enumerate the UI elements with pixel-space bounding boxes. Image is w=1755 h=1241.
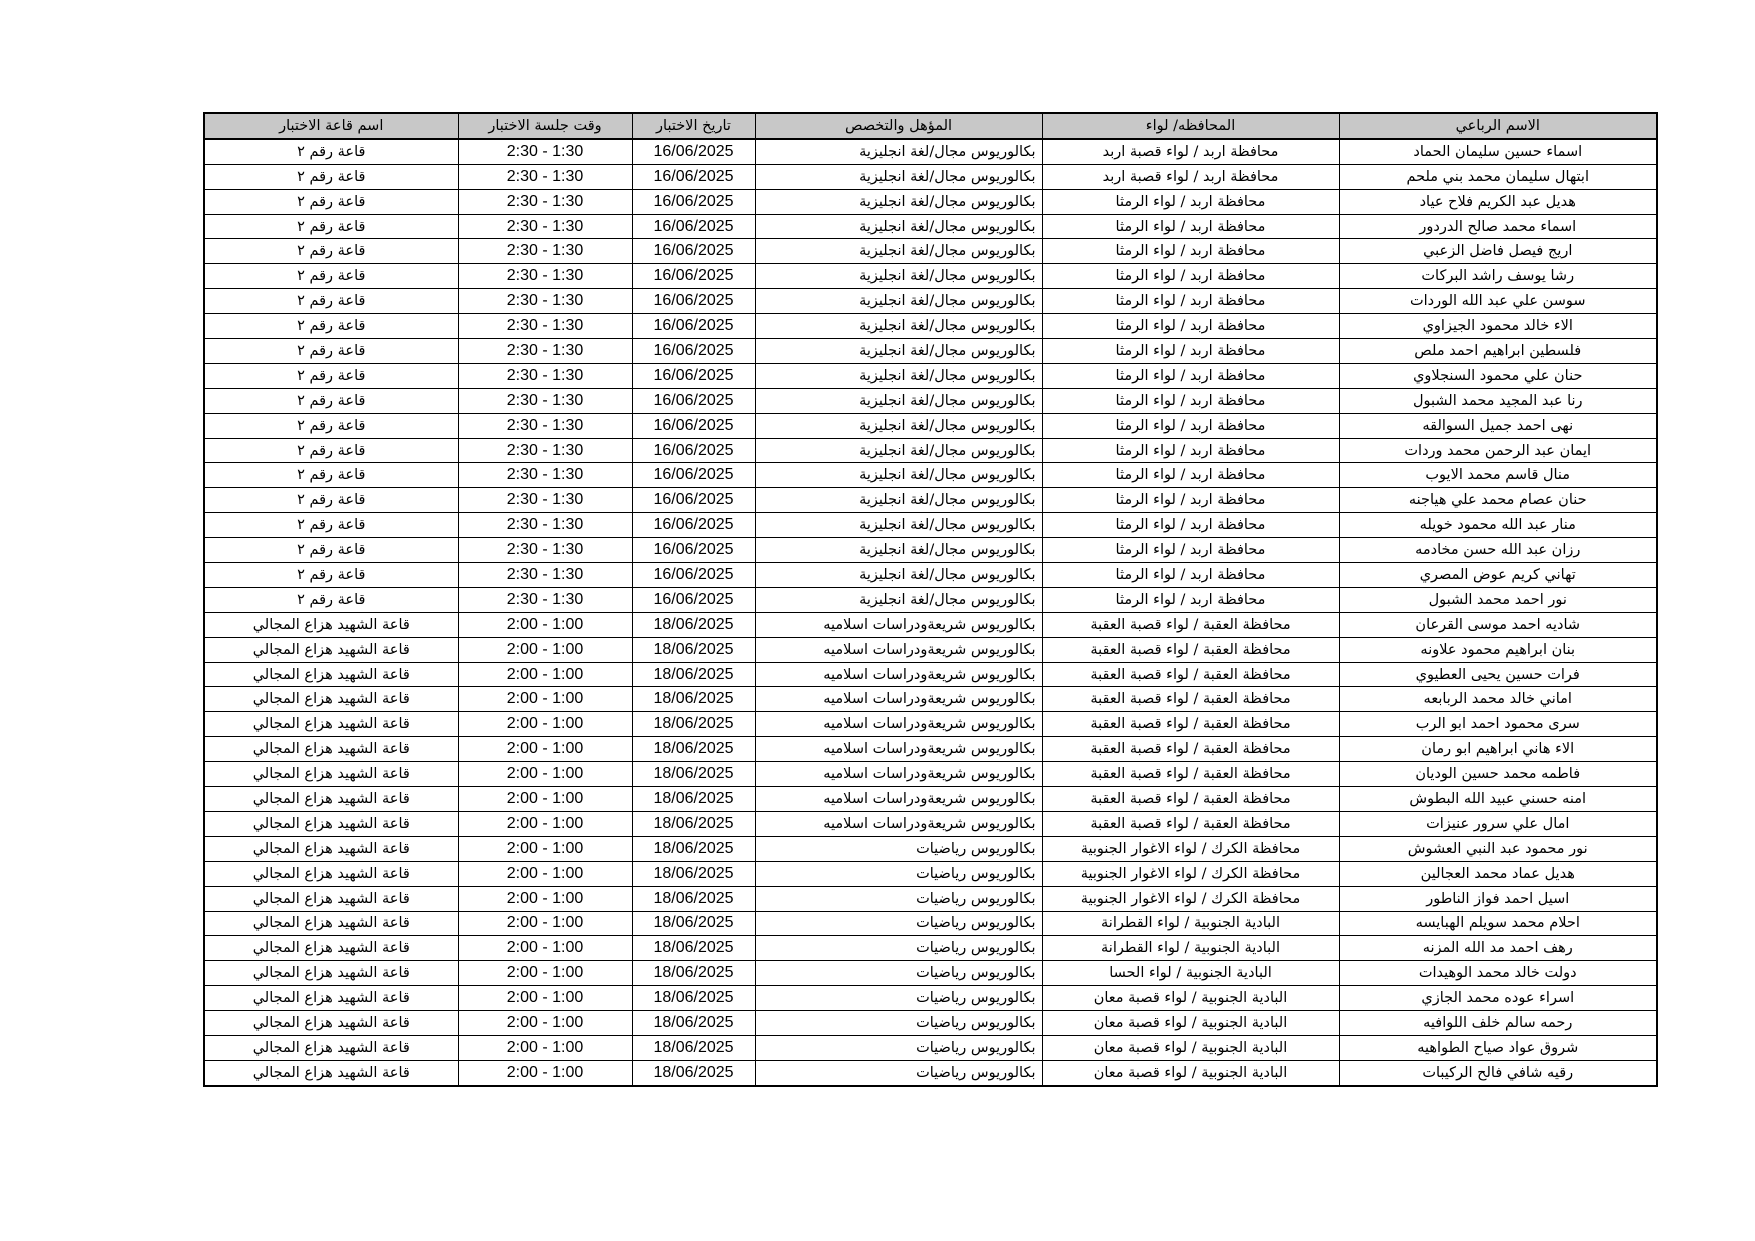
table-row: [204, 712, 1657, 737]
exam-hall-cell: قاعة الشهيد هزاع المجالي: [204, 936, 458, 961]
candidate-name-cell: منار عبد الله محمود خويله: [1339, 513, 1657, 538]
exam-time-cell: 2:00 - 1:00: [458, 1060, 632, 1085]
table-row: [204, 264, 1657, 289]
governorate-cell: محافظة اربد / لواء الرمثا: [1042, 363, 1339, 388]
exam-time-cell: 2:30 - 1:30: [458, 513, 632, 538]
qualification-cell: بكالوريوس مجال/لغة انجليزية: [755, 189, 1042, 214]
exam-date-cell: 18/06/2025: [632, 886, 755, 911]
candidate-name-cell: الاء خالد محمود الجيزاوي: [1339, 314, 1657, 339]
table-row: [204, 762, 1657, 787]
candidate-name-cell: نور محمود عبد النبي العشوش: [1339, 836, 1657, 861]
exam-hall-cell: قاعة رقم ٢: [204, 314, 458, 339]
exam-hall-cell: قاعة الشهيد هزاع المجالي: [204, 886, 458, 911]
table-row: [204, 911, 1657, 936]
table-row: [204, 289, 1657, 314]
table-row: [204, 189, 1657, 214]
table-row: [204, 1060, 1657, 1085]
governorate-cell: محافظة اربد / لواء الرمثا: [1042, 289, 1339, 314]
governorate-cell: البادية الجنوبية / لواء الحسا: [1042, 961, 1339, 986]
governorate-cell: محافظة اربد / لواء الرمثا: [1042, 189, 1339, 214]
candidate-name-cell: تهاني كريم عوض المصري: [1339, 563, 1657, 588]
exam-date-cell: 18/06/2025: [632, 961, 755, 986]
exam-time-cell: 2:30 - 1:30: [458, 314, 632, 339]
candidate-name-cell: امنه حسني عبيد الله البطوش: [1339, 787, 1657, 812]
header-qualification: المؤهل والتخصص: [755, 113, 1042, 139]
exam-hall-cell: قاعة رقم ٢: [204, 488, 458, 513]
governorate-cell: محافظة اربد / لواء الرمثا: [1042, 413, 1339, 438]
candidate-name-cell: رقيه شافي فالح الركيبات: [1339, 1060, 1657, 1085]
governorate-cell: محافظة العقبة / لواء قصبة العقبة: [1042, 687, 1339, 712]
qualification-cell: بكالوريوس رياضيات: [755, 1035, 1042, 1060]
exam-hall-cell: قاعة الشهيد هزاع المجالي: [204, 637, 458, 662]
qualification-cell: بكالوريوس شريعةودراسات اسلاميه: [755, 787, 1042, 812]
candidate-name-cell: هديل عماد محمد العجالين: [1339, 861, 1657, 886]
exam-hall-cell: قاعة الشهيد هزاع المجالي: [204, 612, 458, 637]
table-row: [204, 861, 1657, 886]
exam-hall-cell: قاعة الشهيد هزاع المجالي: [204, 662, 458, 687]
exam-time-cell: 2:30 - 1:30: [458, 463, 632, 488]
governorate-cell: محافظة العقبة / لواء قصبة العقبة: [1042, 637, 1339, 662]
candidate-name-cell: اماني خالد محمد الربابعه: [1339, 687, 1657, 712]
governorate-cell: محافظة اربد / لواء قصبة اربد: [1042, 164, 1339, 189]
qualification-cell: بكالوريوس مجال/لغة انجليزية: [755, 289, 1042, 314]
exam-time-cell: 2:30 - 1:30: [458, 413, 632, 438]
governorate-cell: البادية الجنوبية / لواء قصبة معان: [1042, 986, 1339, 1011]
exam-hall-cell: قاعة رقم ٢: [204, 164, 458, 189]
exam-time-cell: 2:00 - 1:00: [458, 1035, 632, 1060]
table-row: [204, 488, 1657, 513]
candidate-name-cell: رنا عبد المجيد محمد الشبول: [1339, 388, 1657, 413]
exam-date-cell: 16/06/2025: [632, 214, 755, 239]
qualification-cell: بكالوريوس مجال/لغة انجليزية: [755, 388, 1042, 413]
candidate-name-cell: هديل عبد الكريم فلاح عياد: [1339, 189, 1657, 214]
exam-hall-cell: قاعة رقم ٢: [204, 189, 458, 214]
table-row: [204, 662, 1657, 687]
exam-time-cell: 2:30 - 1:30: [458, 189, 632, 214]
exam-hall-cell: قاعة رقم ٢: [204, 264, 458, 289]
header-date: تاريخ الاختبار: [632, 113, 755, 139]
table-row: [204, 363, 1657, 388]
exam-time-cell: 2:30 - 1:30: [458, 363, 632, 388]
exam-hall-cell: قاعة الشهيد هزاع المجالي: [204, 762, 458, 787]
qualification-cell: بكالوريوس رياضيات: [755, 886, 1042, 911]
qualification-cell: بكالوريوس شريعةودراسات اسلاميه: [755, 612, 1042, 637]
governorate-cell: محافظة اربد / لواء الرمثا: [1042, 438, 1339, 463]
qualification-cell: بكالوريوس مجال/لغة انجليزية: [755, 339, 1042, 364]
qualification-cell: بكالوريوس رياضيات: [755, 936, 1042, 961]
qualification-cell: بكالوريوس مجال/لغة انجليزية: [755, 438, 1042, 463]
exam-time-cell: 2:00 - 1:00: [458, 961, 632, 986]
candidate-name-cell: منال قاسم محمد الايوب: [1339, 463, 1657, 488]
exam-date-cell: 18/06/2025: [632, 836, 755, 861]
table-row: [204, 587, 1657, 612]
exam-time-cell: 2:00 - 1:00: [458, 787, 632, 812]
exam-time-cell: 2:00 - 1:00: [458, 836, 632, 861]
governorate-cell: محافظة العقبة / لواء قصبة العقبة: [1042, 811, 1339, 836]
qualification-cell: بكالوريوس شريعةودراسات اسلاميه: [755, 687, 1042, 712]
exam-date-cell: 18/06/2025: [632, 712, 755, 737]
governorate-cell: محافظة اربد / لواء الرمثا: [1042, 587, 1339, 612]
governorate-cell: البادية الجنوبية / لواء قصبة معان: [1042, 1011, 1339, 1036]
candidate-name-cell: رشا يوسف راشد البركات: [1339, 264, 1657, 289]
exam-schedule-sheet: [203, 112, 1656, 1087]
exam-time-cell: 2:00 - 1:00: [458, 986, 632, 1011]
governorate-cell: محافظة اربد / لواء الرمثا: [1042, 463, 1339, 488]
qualification-cell: بكالوريوس شريعةودراسات اسلاميه: [755, 637, 1042, 662]
exam-date-cell: 16/06/2025: [632, 463, 755, 488]
exam-hall-cell: قاعة الشهيد هزاع المجالي: [204, 861, 458, 886]
exam-date-cell: 16/06/2025: [632, 164, 755, 189]
table-row: [204, 612, 1657, 637]
exam-time-cell: 2:30 - 1:30: [458, 563, 632, 588]
exam-hall-cell: قاعة الشهيد هزاع المجالي: [204, 787, 458, 812]
header-time: وقت جلسة الاختبار: [458, 113, 632, 139]
candidate-name-cell: فلسطين ابراهيم احمد ملص: [1339, 339, 1657, 364]
exam-date-cell: 16/06/2025: [632, 239, 755, 264]
candidate-name-cell: شاديه احمد موسى القرعان: [1339, 612, 1657, 637]
qualification-cell: بكالوريوس شريعةودراسات اسلاميه: [755, 737, 1042, 762]
candidate-name-cell: احلام محمد سويلم الهبايسه: [1339, 911, 1657, 936]
qualification-cell: بكالوريوس مجال/لغة انجليزية: [755, 413, 1042, 438]
exam-time-cell: 2:00 - 1:00: [458, 861, 632, 886]
governorate-cell: محافظة الكرك / لواء الاغوار الجنوبية: [1042, 836, 1339, 861]
governorate-cell: محافظة اربد / لواء الرمثا: [1042, 339, 1339, 364]
exam-time-cell: 2:00 - 1:00: [458, 687, 632, 712]
candidate-name-cell: اسماء محمد صالح الدردور: [1339, 214, 1657, 239]
qualification-cell: بكالوريوس شريعةودراسات اسلاميه: [755, 712, 1042, 737]
exam-time-cell: 2:00 - 1:00: [458, 662, 632, 687]
exam-time-cell: 2:30 - 1:30: [458, 488, 632, 513]
exam-time-cell: 2:30 - 1:30: [458, 538, 632, 563]
exam-hall-cell: قاعة الشهيد هزاع المجالي: [204, 811, 458, 836]
qualification-cell: بكالوريوس رياضيات: [755, 961, 1042, 986]
exam-hall-cell: قاعة الشهيد هزاع المجالي: [204, 1035, 458, 1060]
exam-hall-cell: قاعة رقم ٢: [204, 239, 458, 264]
exam-date-cell: 16/06/2025: [632, 587, 755, 612]
exam-time-cell: 2:30 - 1:30: [458, 388, 632, 413]
exam-date-cell: 18/06/2025: [632, 861, 755, 886]
header-hall: اسم قاعة الاختبار: [204, 113, 458, 139]
qualification-cell: بكالوريوس مجال/لغة انجليزية: [755, 538, 1042, 563]
governorate-cell: محافظة العقبة / لواء قصبة العقبة: [1042, 737, 1339, 762]
governorate-cell: البادية الجنوبية / لواء القطرانة: [1042, 911, 1339, 936]
exam-date-cell: 16/06/2025: [632, 388, 755, 413]
exam-time-cell: 2:00 - 1:00: [458, 911, 632, 936]
exam-hall-cell: قاعة رقم ٢: [204, 438, 458, 463]
exam-date-cell: 16/06/2025: [632, 289, 755, 314]
exam-hall-cell: قاعة الشهيد هزاع المجالي: [204, 986, 458, 1011]
table-row: [204, 388, 1657, 413]
exam-date-cell: 16/06/2025: [632, 363, 755, 388]
table-header-row: [204, 113, 1657, 139]
exam-hall-cell: قاعة الشهيد هزاع المجالي: [204, 911, 458, 936]
exam-hall-cell: قاعة رقم ٢: [204, 289, 458, 314]
candidate-name-cell: اسراء عوده محمد الجازي: [1339, 986, 1657, 1011]
candidate-name-cell: نور احمد محمد الشبول: [1339, 587, 1657, 612]
exam-date-cell: 16/06/2025: [632, 538, 755, 563]
qualification-cell: بكالوريوس مجال/لغة انجليزية: [755, 563, 1042, 588]
governorate-cell: محافظة اربد / لواء الرمثا: [1042, 239, 1339, 264]
table-row: [204, 214, 1657, 239]
candidate-name-cell: سوسن علي عبد الله الوردات: [1339, 289, 1657, 314]
header-governorate: المحافظه/ لواء: [1042, 113, 1339, 139]
table-row: [204, 239, 1657, 264]
table-row: [204, 687, 1657, 712]
exam-time-cell: 2:00 - 1:00: [458, 762, 632, 787]
qualification-cell: بكالوريوس مجال/لغة انجليزية: [755, 264, 1042, 289]
table-row: [204, 563, 1657, 588]
exam-hall-cell: قاعة رقم ٢: [204, 388, 458, 413]
qualification-cell: بكالوريوس رياضيات: [755, 861, 1042, 886]
exam-time-cell: 2:30 - 1:30: [458, 587, 632, 612]
exam-time-cell: 2:30 - 1:30: [458, 339, 632, 364]
governorate-cell: محافظة الكرك / لواء الاغوار الجنوبية: [1042, 886, 1339, 911]
exam-hall-cell: قاعة الشهيد هزاع المجالي: [204, 961, 458, 986]
candidate-name-cell: دولت خالد محمد الوهيدات: [1339, 961, 1657, 986]
qualification-cell: بكالوريوس رياضيات: [755, 911, 1042, 936]
qualification-cell: بكالوريوس رياضيات: [755, 986, 1042, 1011]
exam-date-cell: 18/06/2025: [632, 1011, 755, 1036]
exam-date-cell: 16/06/2025: [632, 438, 755, 463]
qualification-cell: بكالوريوس رياضيات: [755, 1060, 1042, 1085]
candidate-name-cell: رهف احمد مد الله المزنه: [1339, 936, 1657, 961]
governorate-cell: محافظة اربد / لواء الرمثا: [1042, 488, 1339, 513]
exam-hall-cell: قاعة رقم ٢: [204, 463, 458, 488]
qualification-cell: بكالوريوس مجال/لغة انجليزية: [755, 488, 1042, 513]
exam-date-cell: 18/06/2025: [632, 737, 755, 762]
exam-date-cell: 18/06/2025: [632, 687, 755, 712]
qualification-cell: بكالوريوس مجال/لغة انجليزية: [755, 139, 1042, 164]
candidate-name-cell: اسيل احمد فواز الناطور: [1339, 886, 1657, 911]
governorate-cell: محافظة العقبة / لواء قصبة العقبة: [1042, 612, 1339, 637]
exam-date-cell: 18/06/2025: [632, 811, 755, 836]
table-row: [204, 538, 1657, 563]
governorate-cell: محافظة اربد / لواء الرمثا: [1042, 538, 1339, 563]
table-row: [204, 961, 1657, 986]
exam-date-cell: 18/06/2025: [632, 911, 755, 936]
exam-time-cell: 2:30 - 1:30: [458, 214, 632, 239]
exam-hall-cell: قاعة رقم ٢: [204, 413, 458, 438]
exam-time-cell: 2:00 - 1:00: [458, 1011, 632, 1036]
exam-time-cell: 2:30 - 1:30: [458, 264, 632, 289]
candidate-name-cell: اسماء حسين سليمان الحماد: [1339, 139, 1657, 164]
governorate-cell: محافظة العقبة / لواء قصبة العقبة: [1042, 712, 1339, 737]
candidate-name-cell: الاء هاني ابراهيم ابو رمان: [1339, 737, 1657, 762]
exam-time-cell: 2:00 - 1:00: [458, 637, 632, 662]
exam-hall-cell: قاعة رقم ٢: [204, 214, 458, 239]
governorate-cell: محافظة اربد / لواء الرمثا: [1042, 214, 1339, 239]
table-row: [204, 787, 1657, 812]
governorate-cell: محافظة العقبة / لواء قصبة العقبة: [1042, 662, 1339, 687]
exam-date-cell: 16/06/2025: [632, 488, 755, 513]
governorate-cell: محافظة اربد / لواء الرمثا: [1042, 314, 1339, 339]
exam-time-cell: 2:00 - 1:00: [458, 737, 632, 762]
candidate-name-cell: نهى احمد جميل السوالقه: [1339, 413, 1657, 438]
governorate-cell: محافظة العقبة / لواء قصبة العقبة: [1042, 762, 1339, 787]
exam-date-cell: 18/06/2025: [632, 612, 755, 637]
governorate-cell: محافظة الكرك / لواء الاغوار الجنوبية: [1042, 861, 1339, 886]
exam-time-cell: 2:30 - 1:30: [458, 239, 632, 264]
exam-hall-cell: قاعة رقم ٢: [204, 139, 458, 164]
exam-hall-cell: قاعة رقم ٢: [204, 363, 458, 388]
exam-time-cell: 2:00 - 1:00: [458, 612, 632, 637]
qualification-cell: بكالوريوس رياضيات: [755, 836, 1042, 861]
table-row: [204, 314, 1657, 339]
exam-date-cell: 18/06/2025: [632, 662, 755, 687]
qualification-cell: بكالوريوس مجال/لغة انجليزية: [755, 214, 1042, 239]
exam-hall-cell: قاعة الشهيد هزاع المجالي: [204, 1011, 458, 1036]
exam-date-cell: 16/06/2025: [632, 264, 755, 289]
candidate-name-cell: ايمان عبد الرحمن محمد وردات: [1339, 438, 1657, 463]
table-row: [204, 438, 1657, 463]
table-row: [204, 836, 1657, 861]
table-row: [204, 1011, 1657, 1036]
exam-date-cell: 18/06/2025: [632, 762, 755, 787]
candidate-name-cell: رزان عبد الله حسن مخادمه: [1339, 538, 1657, 563]
table-row: [204, 737, 1657, 762]
exam-hall-cell: قاعة رقم ٢: [204, 513, 458, 538]
exam-date-cell: 18/06/2025: [632, 936, 755, 961]
candidate-name-cell: بنان ابراهيم محمود علاونه: [1339, 637, 1657, 662]
exam-date-cell: 16/06/2025: [632, 413, 755, 438]
governorate-cell: محافظة اربد / لواء الرمثا: [1042, 388, 1339, 413]
governorate-cell: محافظة اربد / لواء الرمثا: [1042, 563, 1339, 588]
exam-date-cell: 18/06/2025: [632, 986, 755, 1011]
table-row: [204, 637, 1657, 662]
exam-date-cell: 16/06/2025: [632, 314, 755, 339]
governorate-cell: محافظة اربد / لواء الرمثا: [1042, 264, 1339, 289]
candidate-name-cell: حنان علي محمود السنجلاوي: [1339, 363, 1657, 388]
exam-time-cell: 2:30 - 1:30: [458, 139, 632, 164]
table-body: [204, 139, 1657, 1086]
governorate-cell: البادية الجنوبية / لواء قصبة معان: [1042, 1060, 1339, 1085]
exam-hall-cell: قاعة رقم ٢: [204, 339, 458, 364]
exam-date-cell: 16/06/2025: [632, 339, 755, 364]
candidate-name-cell: فاطمه محمد حسين الوديان: [1339, 762, 1657, 787]
exam-hall-cell: قاعة رقم ٢: [204, 538, 458, 563]
table-row: [204, 463, 1657, 488]
table-row: [204, 986, 1657, 1011]
exam-time-cell: 2:30 - 1:30: [458, 164, 632, 189]
table-row: [204, 339, 1657, 364]
candidate-name-cell: فرات حسين يحيى العطيوي: [1339, 662, 1657, 687]
table-row: [204, 936, 1657, 961]
qualification-cell: بكالوريوس مجال/لغة انجليزية: [755, 239, 1042, 264]
table-row: [204, 811, 1657, 836]
exam-date-cell: 16/06/2025: [632, 189, 755, 214]
table-row: [204, 513, 1657, 538]
candidate-name-cell: ابتهال سليمان محمد بني ملحم: [1339, 164, 1657, 189]
governorate-cell: محافظة اربد / لواء قصبة اربد: [1042, 139, 1339, 164]
exam-time-cell: 2:30 - 1:30: [458, 438, 632, 463]
candidate-name-cell: اريج فيصل فاضل الزعبي: [1339, 239, 1657, 264]
candidate-name-cell: امال علي سرور عنيزات: [1339, 811, 1657, 836]
candidate-name-cell: حنان عصام محمد علي هياجنه: [1339, 488, 1657, 513]
qualification-cell: بكالوريوس شريعةودراسات اسلاميه: [755, 811, 1042, 836]
governorate-cell: البادية الجنوبية / لواء القطرانة: [1042, 936, 1339, 961]
table-row: [204, 139, 1657, 164]
qualification-cell: بكالوريوس مجال/لغة انجليزية: [755, 587, 1042, 612]
exam-hall-cell: قاعة الشهيد هزاع المجالي: [204, 712, 458, 737]
exam-hall-cell: قاعة الشهيد هزاع المجالي: [204, 737, 458, 762]
qualification-cell: بكالوريوس مجال/لغة انجليزية: [755, 463, 1042, 488]
candidate-name-cell: سرى محمود احمد ابو الرب: [1339, 712, 1657, 737]
exam-hall-cell: قاعة رقم ٢: [204, 587, 458, 612]
exam-date-cell: 18/06/2025: [632, 1060, 755, 1085]
table-row: [204, 413, 1657, 438]
exam-time-cell: 2:00 - 1:00: [458, 886, 632, 911]
exam-hall-cell: قاعة رقم ٢: [204, 563, 458, 588]
table-row: [204, 886, 1657, 911]
candidate-name-cell: شروق عواد صياح الطواهيه: [1339, 1035, 1657, 1060]
exam-date-cell: 18/06/2025: [632, 1035, 755, 1060]
governorate-cell: محافظة العقبة / لواء قصبة العقبة: [1042, 787, 1339, 812]
qualification-cell: بكالوريوس مجال/لغة انجليزية: [755, 164, 1042, 189]
exam-hall-cell: قاعة الشهيد هزاع المجالي: [204, 836, 458, 861]
governorate-cell: محافظة اربد / لواء الرمثا: [1042, 513, 1339, 538]
exam-date-cell: 16/06/2025: [632, 139, 755, 164]
exam-date-cell: 18/06/2025: [632, 637, 755, 662]
qualification-cell: بكالوريوس مجال/لغة انجليزية: [755, 363, 1042, 388]
exam-time-cell: 2:00 - 1:00: [458, 936, 632, 961]
table-row: [204, 1035, 1657, 1060]
table-row: [204, 164, 1657, 189]
qualification-cell: بكالوريوس شريعةودراسات اسلاميه: [755, 662, 1042, 687]
qualification-cell: بكالوريوس مجال/لغة انجليزية: [755, 513, 1042, 538]
exam-schedule-table: [203, 112, 1658, 1087]
candidate-name-cell: رحمه سالم خلف اللوافيه: [1339, 1011, 1657, 1036]
qualification-cell: بكالوريوس مجال/لغة انجليزية: [755, 314, 1042, 339]
exam-date-cell: 18/06/2025: [632, 787, 755, 812]
qualification-cell: بكالوريوس شريعةودراسات اسلاميه: [755, 762, 1042, 787]
exam-date-cell: 16/06/2025: [632, 563, 755, 588]
qualification-cell: بكالوريوس رياضيات: [755, 1011, 1042, 1036]
header-name: الاسم الرباعي: [1339, 113, 1657, 139]
exam-date-cell: 16/06/2025: [632, 513, 755, 538]
exam-time-cell: 2:00 - 1:00: [458, 712, 632, 737]
exam-hall-cell: قاعة الشهيد هزاع المجالي: [204, 687, 458, 712]
exam-hall-cell: قاعة الشهيد هزاع المجالي: [204, 1060, 458, 1085]
exam-time-cell: 2:00 - 1:00: [458, 811, 632, 836]
governorate-cell: البادية الجنوبية / لواء قصبة معان: [1042, 1035, 1339, 1060]
exam-time-cell: 2:30 - 1:30: [458, 289, 632, 314]
